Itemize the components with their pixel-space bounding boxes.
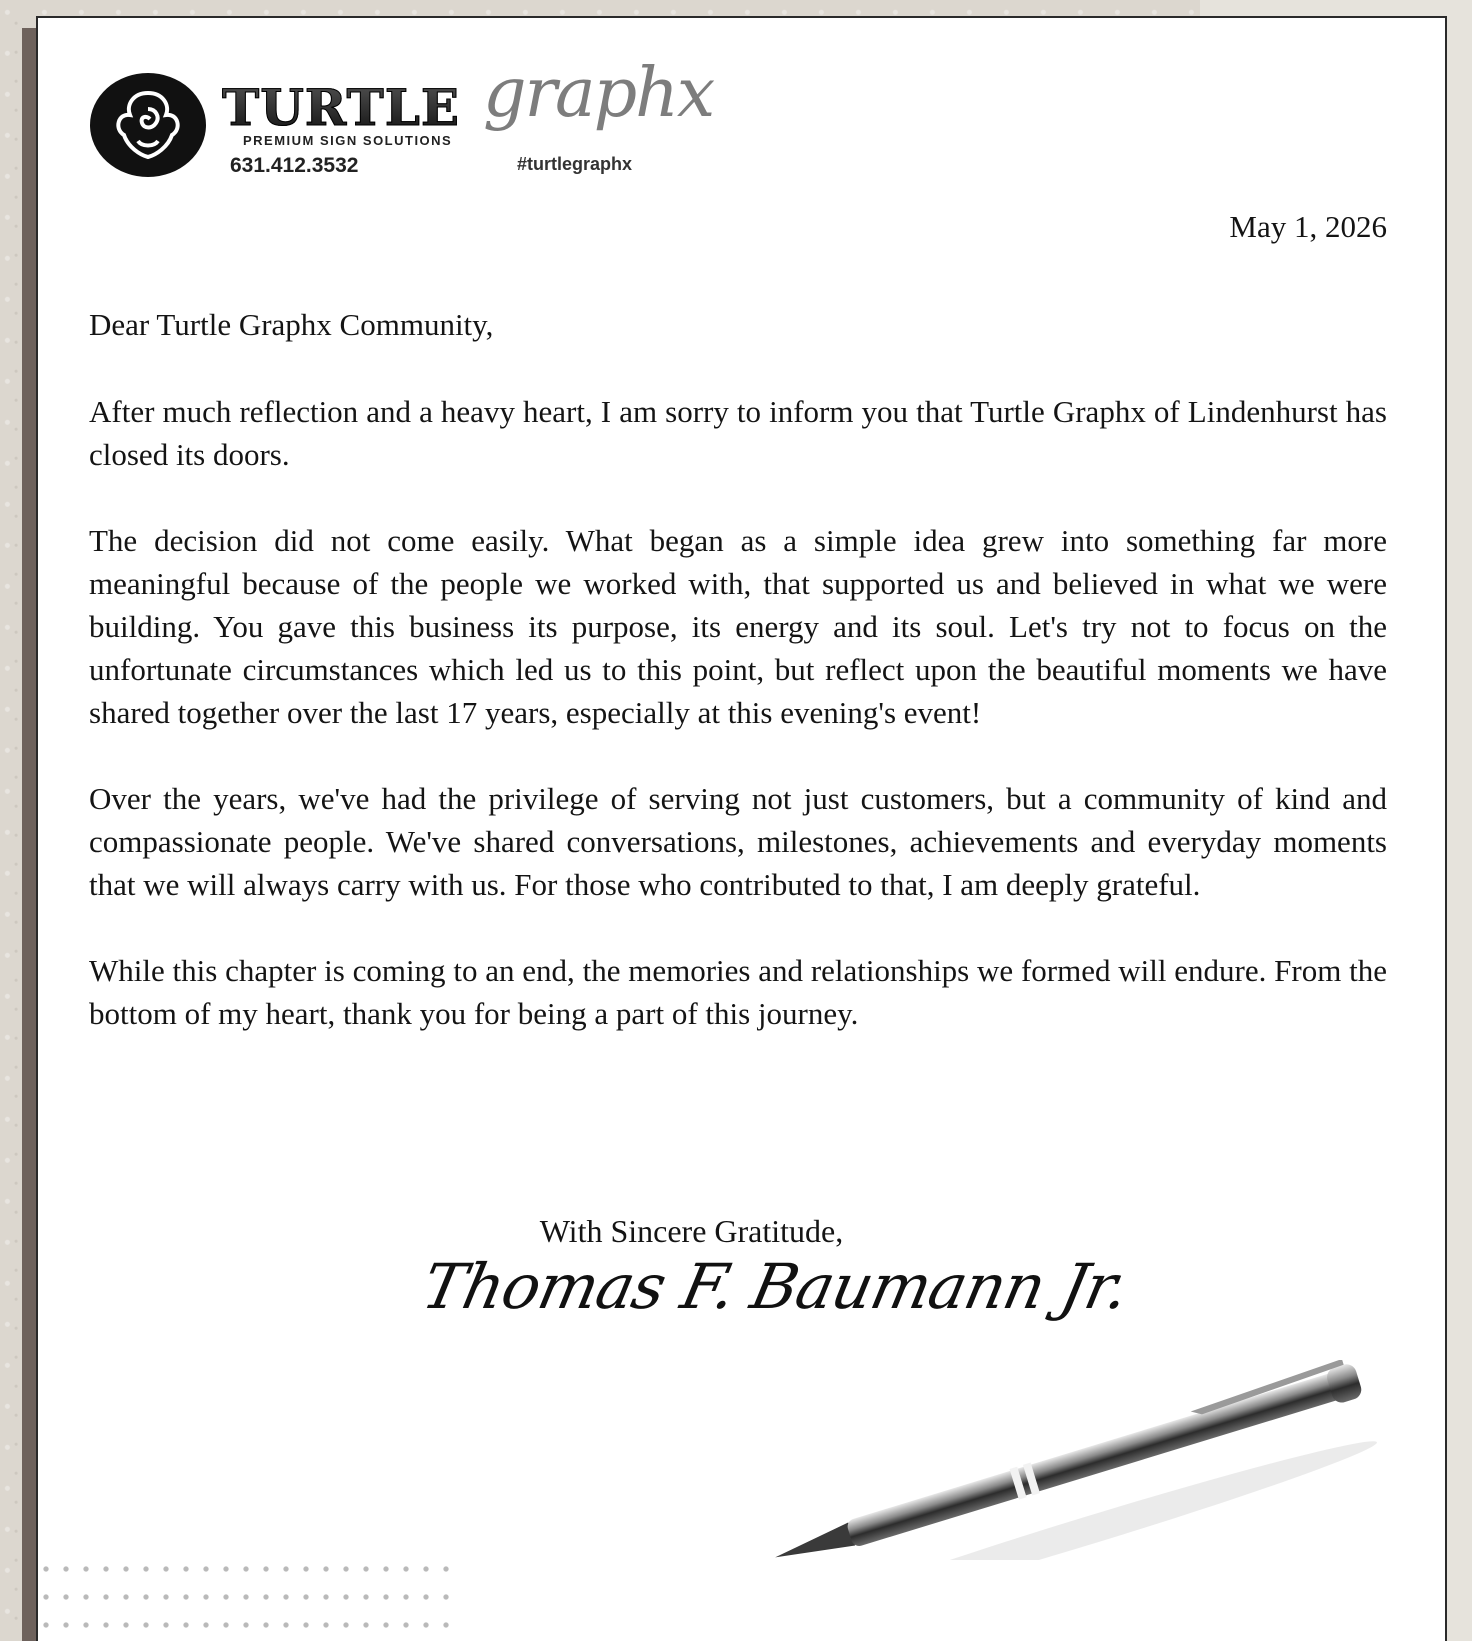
letter-closing: With Sincere Gratitude, <box>539 1213 844 1249</box>
company-logo <box>90 54 714 190</box>
logo-brand-script: graphx <box>483 54 714 133</box>
letter-paragraph: The decision did not come easily. What began as a simple idea grew into something far more meaningful because of the people we worked with, that supported us and believed in what we were building. You gave this business its purpose, its energy and its soul. Let's try not to focus on the unfortunate circumstances which led us to this point, but reflect upon the beautiful moments we have shared together over the last 17 years, especially at this evening's event! <box>89 523 1387 730</box>
logo-phone: 631.412.3532 <box>230 154 359 177</box>
pen-icon <box>760 1360 1400 1560</box>
letter-body <box>89 205 1387 1078</box>
decorative-dot-pattern <box>36 1555 456 1641</box>
letter-paragraph: While this chapter is coming to an end, the memories and relationships we formed will endure. From the bottom of my heart, thank you for being a part of this journey. <box>89 953 1387 1031</box>
letter-paragraph: After much reflection and a heavy heart, I am sorry to inform you that Turtle Graphx of Lindenhurst has closed its doors. <box>89 394 1387 472</box>
letter-date: May 1, 2026 <box>1229 209 1387 244</box>
logo-brand-main: TURTLE <box>222 78 460 137</box>
logo-hashtag: #turtlegraphx <box>517 154 633 174</box>
letter-paragraph: Over the years, we've had the privilege of serving not just customers, but a community of kind and compassionate people. We've shared conversations, milestones, achievements and everyday moments that we will always carry with us. For those who contributed to that, I am deeply grateful. <box>89 781 1387 902</box>
letter-greeting: Dear Turtle Graphx Community, <box>89 307 494 342</box>
handwritten-signature: Thomas F. Baumann Jr. <box>416 1250 1135 1323</box>
logo-tagline: PREMIUM SIGN SOLUTIONS <box>243 133 453 148</box>
turtle-emblem-icon <box>90 73 206 177</box>
